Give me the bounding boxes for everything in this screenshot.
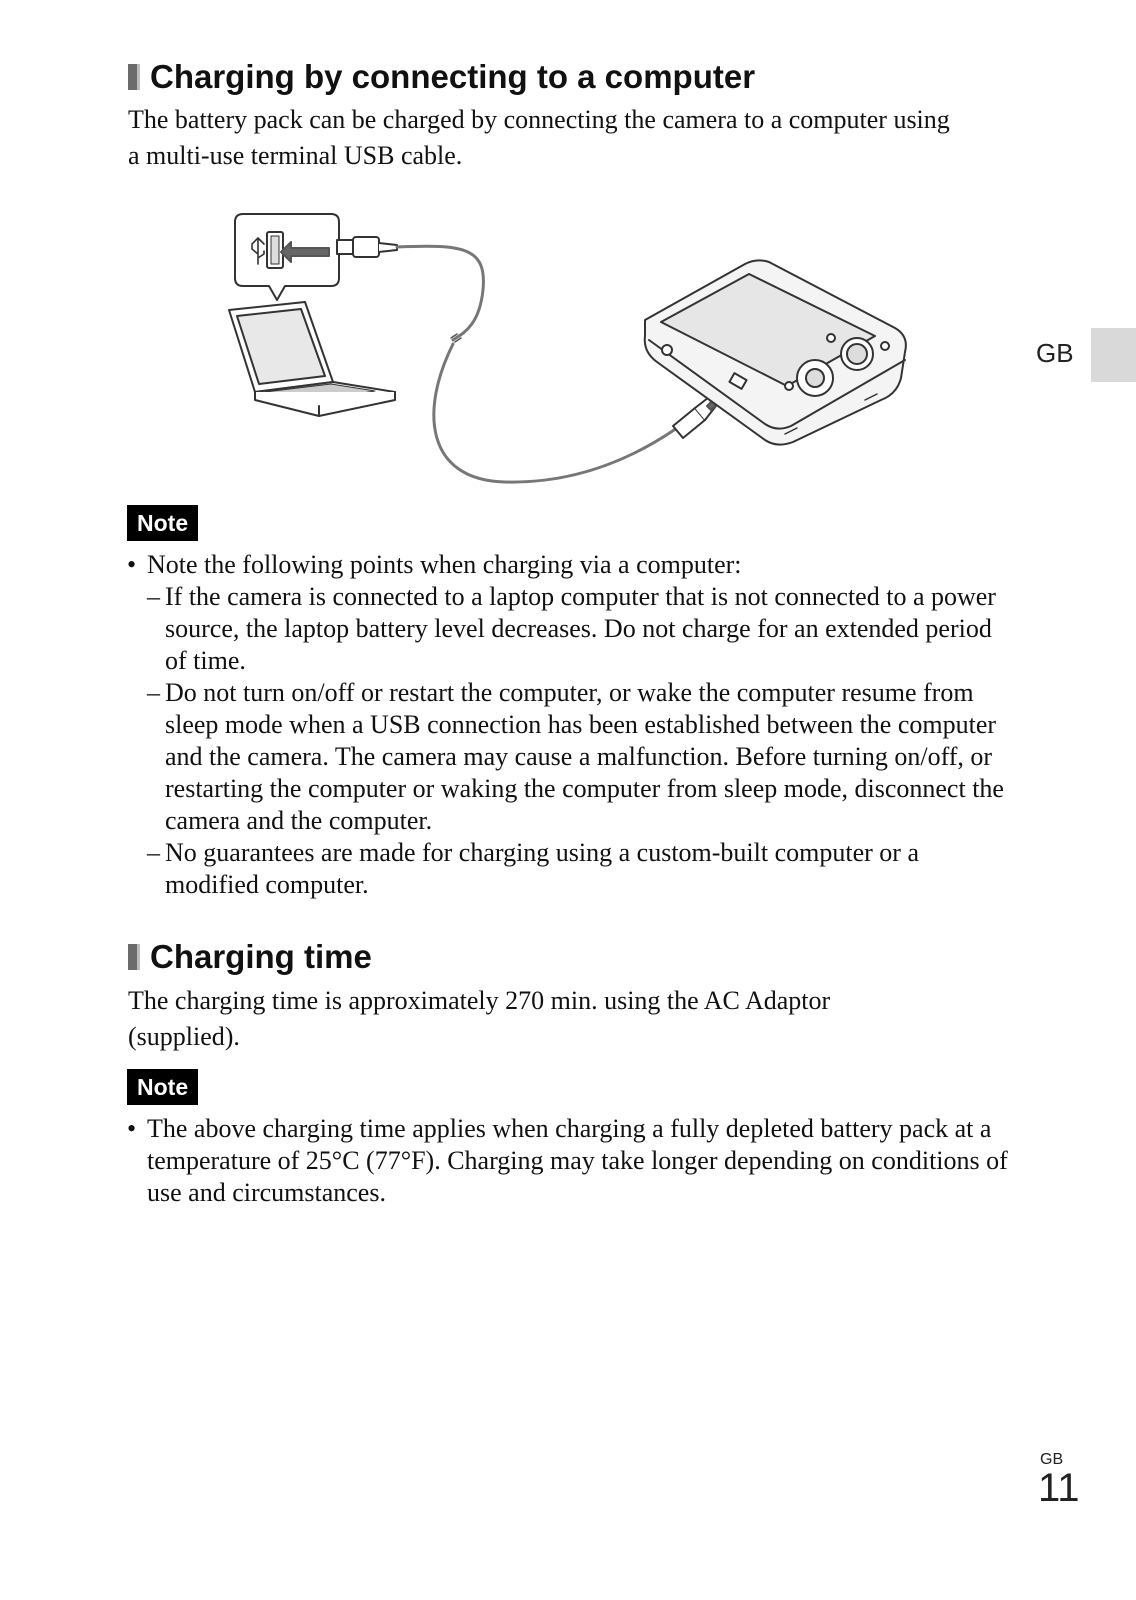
section-heading-charging-computer (128, 57, 755, 97)
note-list-charging-time (127, 1113, 1027, 1209)
list-item (127, 1113, 1027, 1209)
language-side-label: GB (1036, 338, 1074, 368)
note-badge: Note (127, 1069, 198, 1105)
page-number: 11 (1038, 1466, 1080, 1510)
sub-list-item (147, 837, 1027, 901)
list-item-line: The above charging time applies when charging a fully depleted battery pack at a (147, 1114, 992, 1143)
heading-text: Charging time (150, 938, 372, 975)
language-side-tab (1091, 328, 1136, 382)
list-item-line: use and circumstances. (147, 1178, 386, 1207)
note-list-usb-charging (127, 549, 1027, 901)
body-line: The charging time is approximately 270 min. using the AC Adaptor (128, 986, 831, 1015)
usb-cable-upper (397, 246, 483, 340)
sub-item-line: sleep mode when a USB connection has been established between the computer (165, 710, 997, 739)
sub-list-item (147, 581, 1027, 677)
sub-item-line: source, the laptop battery level decreases. Do not charge for an extended period (165, 614, 992, 643)
usb-charging-illustration (225, 210, 945, 500)
sub-item-line: of time. (165, 646, 246, 675)
body-line: a multi-use terminal USB cable. (128, 141, 463, 170)
insert-arrow-left (281, 242, 329, 262)
sub-item-line: and the camera. The camera may cause a malfunction. Before turning on/off, or (165, 742, 993, 771)
usb-plug (337, 237, 397, 257)
bullet-symbol: • (127, 1114, 137, 1143)
dash-symbol: – (147, 582, 160, 611)
sub-item-line: camera and the computer. (165, 806, 433, 835)
note-badge: Note (127, 505, 198, 541)
sub-list-item (147, 677, 1027, 837)
sub-item-line: restarting the computer or waking the computer from sleep mode, disconnect the (165, 774, 1004, 803)
heading-text: Charging by connecting to a computer (150, 58, 756, 95)
heading-marker (128, 944, 140, 970)
body-line: (supplied). (128, 1022, 240, 1051)
heading-marker (128, 64, 140, 90)
section-body-charging-computer (128, 102, 1028, 174)
sub-item-line: modified computer. (165, 870, 369, 899)
section-heading-charging-time (128, 937, 372, 977)
sub-item-line: Do not turn on/off or restart the computer, or wake the computer resume from (165, 678, 974, 707)
bullet-symbol: • (127, 550, 137, 579)
list-item-line: temperature of 25°C (77°F). Charging may take longer depending on conditions of (147, 1146, 1008, 1175)
list-item-text: Note the following points when charging via a computer: (147, 550, 742, 579)
laptop (229, 302, 395, 416)
sub-item-line: No guarantees are made for charging using a custom-built computer or a (165, 838, 919, 867)
page-number-language: GB (1040, 1451, 1064, 1468)
dash-symbol: – (147, 838, 160, 867)
list-item (127, 549, 1027, 581)
body-line: The battery pack can be charged by connecting the camera to a computer using (128, 105, 950, 134)
sub-item-line: If the camera is connected to a laptop computer that is not connected to a power (165, 582, 996, 611)
usb-cable-lower (434, 344, 677, 482)
dash-symbol: – (147, 678, 160, 707)
section-body-charging-time (128, 983, 1028, 1055)
